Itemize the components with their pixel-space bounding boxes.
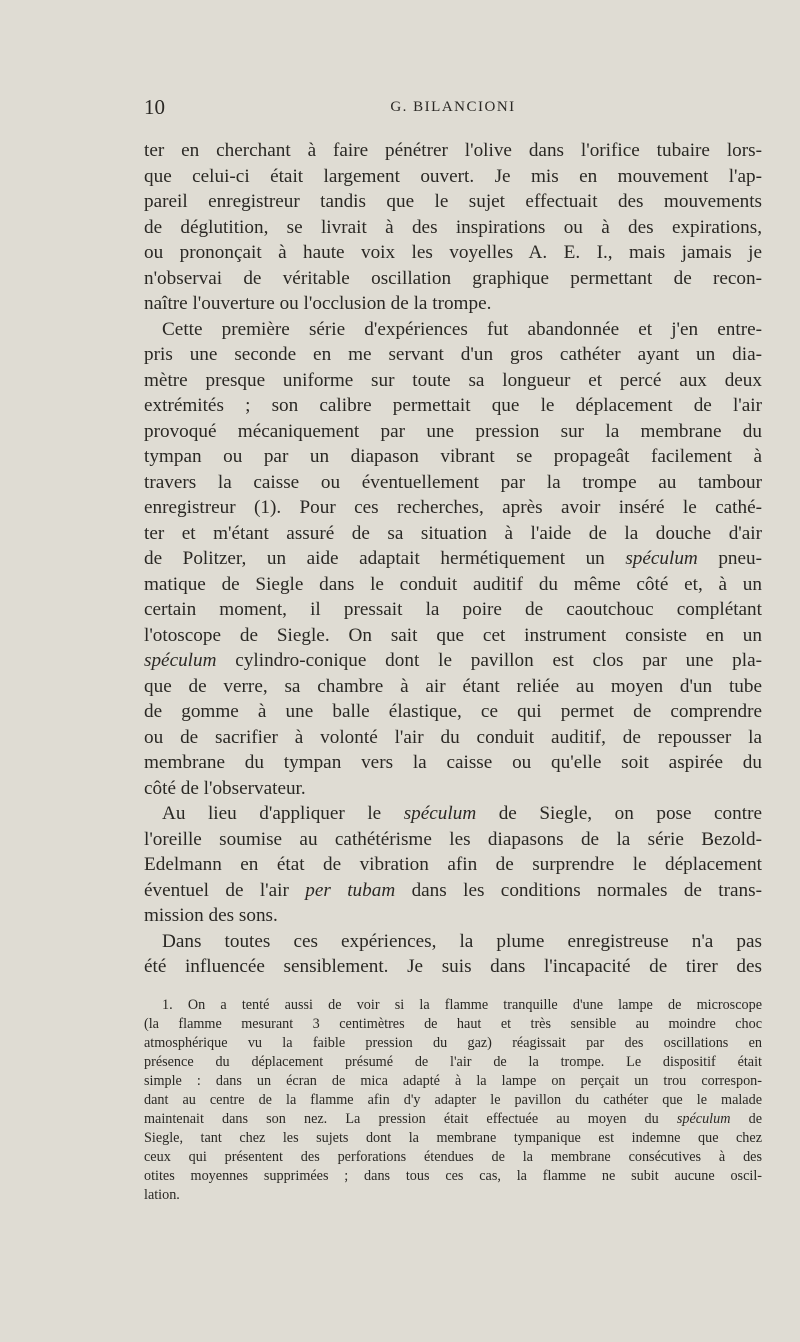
text-line: de gomme à une balle élastique, ce qui permet de comprendre [144,701,762,722]
text-line-paragraph-start: Cette première série d'expériences fut abandonnée et j'en entre- [162,318,762,340]
text-line: ou prononçait à haute voix les voyelles A. E. I., mais jamais je [144,242,762,263]
text-line: ou de sacrifier à volonté l'air du conduit auditif, de repousser la [144,726,762,748]
footnote-line: Siegle, tant chez les sujets dont la membrane tympanique est indemne que chez [144,1130,762,1146]
text-line: mission des sons. [144,905,278,926]
italic-term: spéculum [403,803,477,824]
text-line-paragraph-start [144,801,762,827]
text-line: Edelmann en état de vibration afin de surprendre le déplacement [144,854,762,875]
text-line: naître l'ouverture ou l'occlusion de la trompe. [144,293,492,314]
italic-term: per tubam [305,879,396,901]
footnote-line: (la flamme mesurant 3 centimètres de haut et très sensible au moindre choc [144,1016,762,1032]
text-line: tympan ou par un diapason vibrant se propageât facilement à [144,446,762,467]
text-line: été influencée sensiblement. Je suis dans l'incapacité de tirer des [144,956,762,977]
text-run: de [748,1111,763,1127]
text-line: enregistreur (1). Pour ces recherches, après avoir inséré le cathé- [144,497,762,518]
text-run: éventuel de l'air [144,879,289,901]
italic-term: spéculum [625,548,698,569]
text-run: maintenait dans son nez. La pression était effectuée au moyen du [144,1111,659,1127]
footnote-line: lation. [144,1187,180,1203]
footnote-line: 1. On a tenté aussi de voir si la flamme tranquille d'une lampe de microscope [162,997,762,1013]
italic-term: spéculum [144,650,217,671]
text-line: que celui-ci était largement ouvert. Je mis en mouvement l'ap- [144,165,762,187]
text-line: l'otoscope de Siegle. On sait que cet instrument consiste en un [144,624,762,646]
text-line: mètre presque uniforme sur toute sa longueur et percé aux deux [144,369,762,391]
footnote-line: présence du déplacement présumé de l'air de la trompe. Le dispositif était [144,1054,762,1070]
text-line: ter et m'étant assuré de sa situation à l'aide de la douche d'air [144,522,762,544]
text-run: de Politzer, un aide adaptait hermétiquement un [144,548,605,569]
text-line-with-italic [144,546,762,572]
text-run: pneu- [718,548,763,569]
page-header [144,95,762,121]
text-line-with-italic [144,648,762,674]
footnote-line: atmosphérique vu la faible pression du gaz) réagissait par des oscillations en [144,1035,762,1051]
text-line: matique de Siegle dans le conduit auditif du même côté et, à un [144,573,762,595]
text-line-paragraph-start: Dans toutes ces expériences, la plume enregistreuse n'a pas [162,930,762,952]
text-line: pris une seconde en me servant d'un gros cathéter ayant un dia- [144,344,762,365]
text-line: provoqué mécaniquement par une pression sur la membrane du [144,420,762,442]
text-line: membrane du tympan vers la caisse ou qu'elle soit aspirée du [144,752,762,773]
text-run: Au lieu d'appliquer le [162,803,382,824]
footnotes [144,996,762,1205]
footnote-line: otites moyennes supprimées ; dans tous ces cas, la flamme ne subit aucune oscil- [144,1168,762,1184]
body-text [144,138,762,980]
text-line: côté de l'observateur. [144,777,306,799]
text-line: n'observai de véritable oscillation graphique permettant de recon- [144,267,762,289]
text-line: l'oreille soumise au cathétérisme les diapasons de la série Bezold- [144,828,762,850]
footnote-line: ceux qui présentent des perforations étendues de la membrane consécutives à des [144,1149,762,1165]
text-line: que de verre, sa chambre à air étant reliée au moyen d'un tube [144,675,762,697]
text-line: travers la caisse ou éventuellement par la trompe au tambour [144,471,762,493]
text-run: de Siegle, on pose contre [498,803,762,824]
italic-term: spéculum [676,1111,731,1127]
footnote-line: simple : dans un écran de mica adapté à la lampe on perçait un trou correspon- [144,1073,762,1089]
text-run: dans les conditions normales de trans- [411,879,762,901]
page-number: 10 [144,95,165,119]
text-line: pareil enregistreur tandis que le sujet effectuait des mouvements [144,191,762,212]
text-line: ter en cherchant à faire pénétrer l'olive dans l'orifice tubaire lors- [144,140,762,161]
footnote-line: dant au centre de la flamme afin d'y adapter le pavillon du cathéter que le malade [144,1092,762,1108]
text-line-with-italic [144,878,762,904]
text-line: extrémités ; son calibre permettait que le déplacement de l'air [144,395,762,416]
text-run: cylindro-conique dont le pavillon est clos par une pla- [235,650,763,671]
text-line: certain moment, il pressait la poire de caoutchouc complétant [144,599,762,620]
running-head-author: G. BILANCIONI [390,99,516,115]
text-line: de déglutition, se livrait à des inspirations ou à des expirations, [144,216,762,238]
footnote-line-with-italic [144,1110,762,1129]
